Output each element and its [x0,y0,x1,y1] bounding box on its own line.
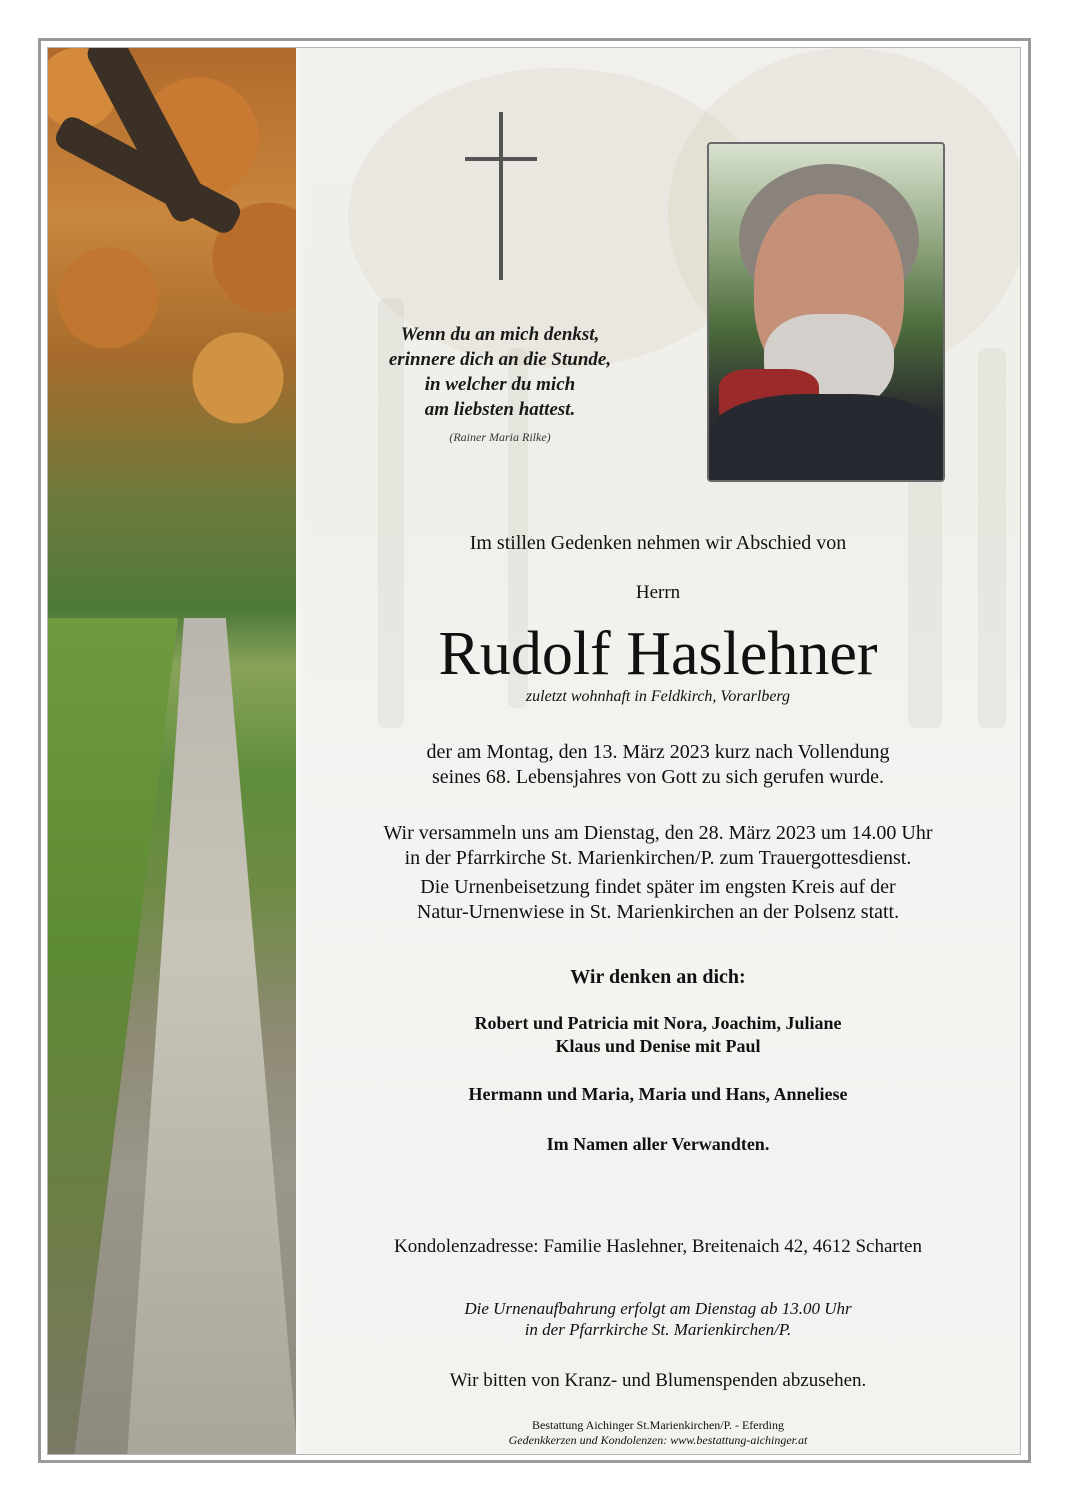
quote-line: am liebsten hattest. [424,399,576,420]
autumn-leaves [48,48,296,428]
burial-line: Die Urnenbeisetzung findet später im engsten Kreis auf der [420,876,896,898]
urn-viewing [300,1298,1016,1340]
family-line: Klaus und Denise mit Paul [555,1036,761,1056]
portrait-photo [707,142,945,482]
quote-author: (Rainer Maria Rilke) [449,430,551,444]
service-line: in der Pfarrkirche St. Marienkirchen/P. zum Trauergottesdienst. [404,847,912,869]
residence: zuletzt wohnhaft in Feldkirch, Vorarlberg [525,688,791,705]
mourners-siblings: Hermann und Maria, Maria und Hans, Anneliese [468,1084,848,1104]
viewing-line: in der Pfarrkirche St. Marienkirchen/P. [524,1320,792,1339]
death-notice [300,740,1016,790]
quote-line: erinnere dich an die Stunde, [388,349,612,370]
undertaker-name: Bestattung Aichinger St.Marienkirchen/P. - Eferding [532,1418,784,1432]
autumn-path-photo [48,48,296,1454]
portrait-jacket [709,394,945,482]
urn-burial [300,875,1016,925]
condolence-address: Kondolenzadresse: Familie Haslehner, Breitenaich 42, 4612 Scharten [394,1236,922,1257]
burial-line: Natur-Urnenwiese in St. Marienkirchen an der Polsenz statt. [416,901,900,923]
cross-icon [499,112,503,280]
mourners-heading: Wir denken an dich: [570,966,746,988]
undertaker-info [300,1418,1016,1448]
flowers-request: Wir bitten von Kranz- und Blumenspenden abzusehen. [449,1370,867,1391]
quote-line: Wenn du an mich denkst, [400,324,600,345]
deceased-name: Rudolf Haslehner [438,620,878,688]
viewing-line: Die Urnenaufbahrung erfolgt am Dienstag ab 13.00 Uhr [464,1299,852,1318]
mourners-relatives: Im Namen aller Verwandten. [546,1134,770,1154]
quote-line: in welcher du mich [424,374,576,395]
funeral-service [300,821,1016,871]
death-line: der am Montag, den 13. März 2023 kurz nach Vollendung [426,741,890,763]
intro-text: Im stillen Gedenken nehmen wir Abschied von [469,532,847,554]
condolences-website[interactable]: Gedenkkerzen und Kondolenzen: www.bestattung-aichinger.at [508,1433,808,1447]
cross-icon-bar [465,157,537,161]
death-line: seines 68. Lebensjahres von Gott zu sich gerufen wurde. [431,766,885,788]
salutation: Herrn [635,582,681,603]
family-line: Robert und Patricia mit Nora, Joachim, Juliane [474,1013,842,1033]
mourners-family [300,1012,1016,1058]
service-line: Wir versammeln uns am Dienstag, den 28. März 2023 um 14.00 Uhr [383,822,933,844]
memorial-quote [340,322,660,422]
